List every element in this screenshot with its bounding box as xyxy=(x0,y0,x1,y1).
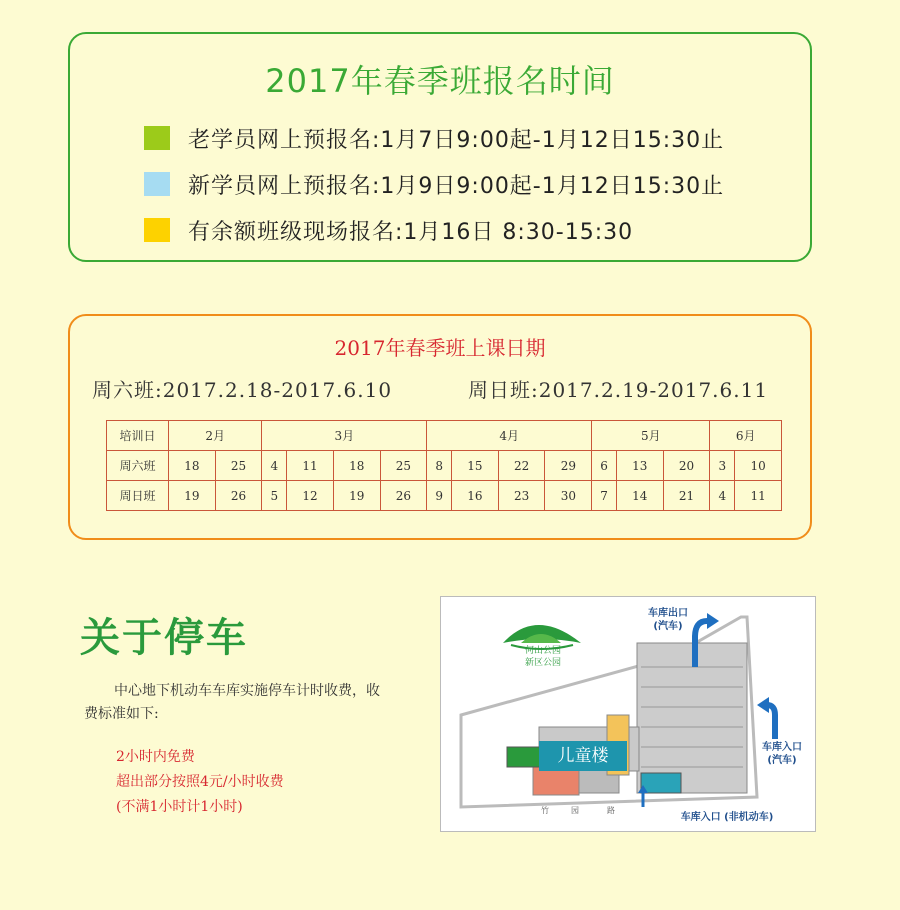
park-name xyxy=(503,645,583,669)
date-cell: 29 xyxy=(545,451,592,481)
schedule-title: 2017年春季班上课日期 xyxy=(334,336,546,360)
date-cell: 8 xyxy=(427,451,452,481)
date-cell: 19 xyxy=(333,481,380,511)
date-cell: 4 xyxy=(710,481,735,511)
date-cell: 30 xyxy=(545,481,592,511)
park-name-2: 新区公园 xyxy=(524,658,561,668)
table-row xyxy=(107,421,782,451)
garage-entrance-label xyxy=(751,741,813,767)
garage-exit-label xyxy=(637,607,699,633)
parking-title: 关于停车 xyxy=(80,615,248,661)
table-header-cell: 培训日 xyxy=(107,421,169,451)
bike-area xyxy=(641,773,681,793)
exit-arrowhead-icon xyxy=(707,613,719,629)
date-cell: 3 xyxy=(710,451,735,481)
registration-panel xyxy=(68,32,812,262)
row-label: 周日班 xyxy=(107,481,169,511)
bike-entrance-label: 车库入口 (非机动车) xyxy=(680,812,774,823)
registration-title: 2017年春季班报名时间 xyxy=(265,62,615,100)
entrance-label-2: (汽车) xyxy=(767,755,797,766)
date-cell: 9 xyxy=(427,481,452,511)
date-cell: 13 xyxy=(616,451,663,481)
fee-rule: 超出部分按照4元/小时收费 xyxy=(116,774,284,790)
date-cell: 14 xyxy=(616,481,663,511)
green-court xyxy=(507,747,543,767)
road-label: 园 xyxy=(571,806,579,815)
fee-rule: 2小时内免费 xyxy=(116,749,195,765)
date-cell: 25 xyxy=(215,451,262,481)
date-cell: 26 xyxy=(215,481,262,511)
date-cell: 25 xyxy=(380,451,427,481)
table-row xyxy=(107,451,782,481)
date-cell: 21 xyxy=(663,481,710,511)
blue-swatch-icon xyxy=(144,172,170,196)
month-header: 5月 xyxy=(592,421,710,451)
date-cell: 16 xyxy=(452,481,499,511)
month-header: 6月 xyxy=(710,421,782,451)
date-cell: 20 xyxy=(663,451,710,481)
date-cell: 4 xyxy=(262,451,287,481)
yellow-swatch-icon xyxy=(144,218,170,242)
date-cell: 18 xyxy=(169,451,216,481)
date-cell: 22 xyxy=(498,451,545,481)
registration-item-new xyxy=(144,170,724,198)
park-name-1: 何山公园 xyxy=(524,646,561,656)
date-cell: 19 xyxy=(169,481,216,511)
map-drawing xyxy=(441,597,815,831)
date-cell: 10 xyxy=(735,451,782,481)
month-header: 3月 xyxy=(262,421,427,451)
parking-description-text: 中心地下机动车车库实施停车计时收费，收费标准如下: xyxy=(84,683,380,722)
exit-label-2: (汽车) xyxy=(653,621,683,632)
schedule-panel xyxy=(68,314,812,540)
parking-map xyxy=(440,596,816,832)
date-cell: 23 xyxy=(498,481,545,511)
month-header: 4月 xyxy=(427,421,592,451)
date-cell: 7 xyxy=(592,481,617,511)
row-label: 周六班 xyxy=(107,451,169,481)
month-header: 2月 xyxy=(169,421,262,451)
schedule-table xyxy=(106,420,782,511)
entrance-arrowhead-icon xyxy=(757,697,769,713)
date-cell: 11 xyxy=(735,481,782,511)
date-cell: 18 xyxy=(333,451,380,481)
sunday-period: 周日班:2017.2.19-2017.6.11 xyxy=(468,378,769,402)
registration-item-old xyxy=(144,124,724,152)
road-label: 竹 xyxy=(541,806,549,815)
registration-item-onsite xyxy=(144,216,633,244)
building-label: 儿童楼 xyxy=(539,741,627,771)
table-row xyxy=(107,481,782,511)
saturday-period: 周六班:2017.2.18-2017.6.10 xyxy=(92,378,393,402)
exit-label-1: 车库出口 xyxy=(648,608,688,619)
parking-description xyxy=(84,680,384,726)
registration-text: 新学员网上预报名:1月9日9:00起-1月12日15:30止 xyxy=(188,173,725,199)
date-cell: 15 xyxy=(452,451,499,481)
green-swatch-icon xyxy=(144,126,170,150)
registration-text: 有余额班级现场报名:1月16日 8:30-15:30 xyxy=(188,219,634,245)
date-cell: 6 xyxy=(592,451,617,481)
date-cell: 11 xyxy=(287,451,334,481)
registration-text: 老学员网上预报名:1月7日9:00起-1月12日15:30止 xyxy=(188,127,725,153)
fee-rule: (不满1小时计1小时) xyxy=(116,799,243,815)
date-cell: 5 xyxy=(262,481,287,511)
date-cell: 26 xyxy=(380,481,427,511)
road-label: 路 xyxy=(607,806,615,815)
date-cell: 12 xyxy=(287,481,334,511)
entrance-label-1: 车库入口 xyxy=(762,742,802,753)
